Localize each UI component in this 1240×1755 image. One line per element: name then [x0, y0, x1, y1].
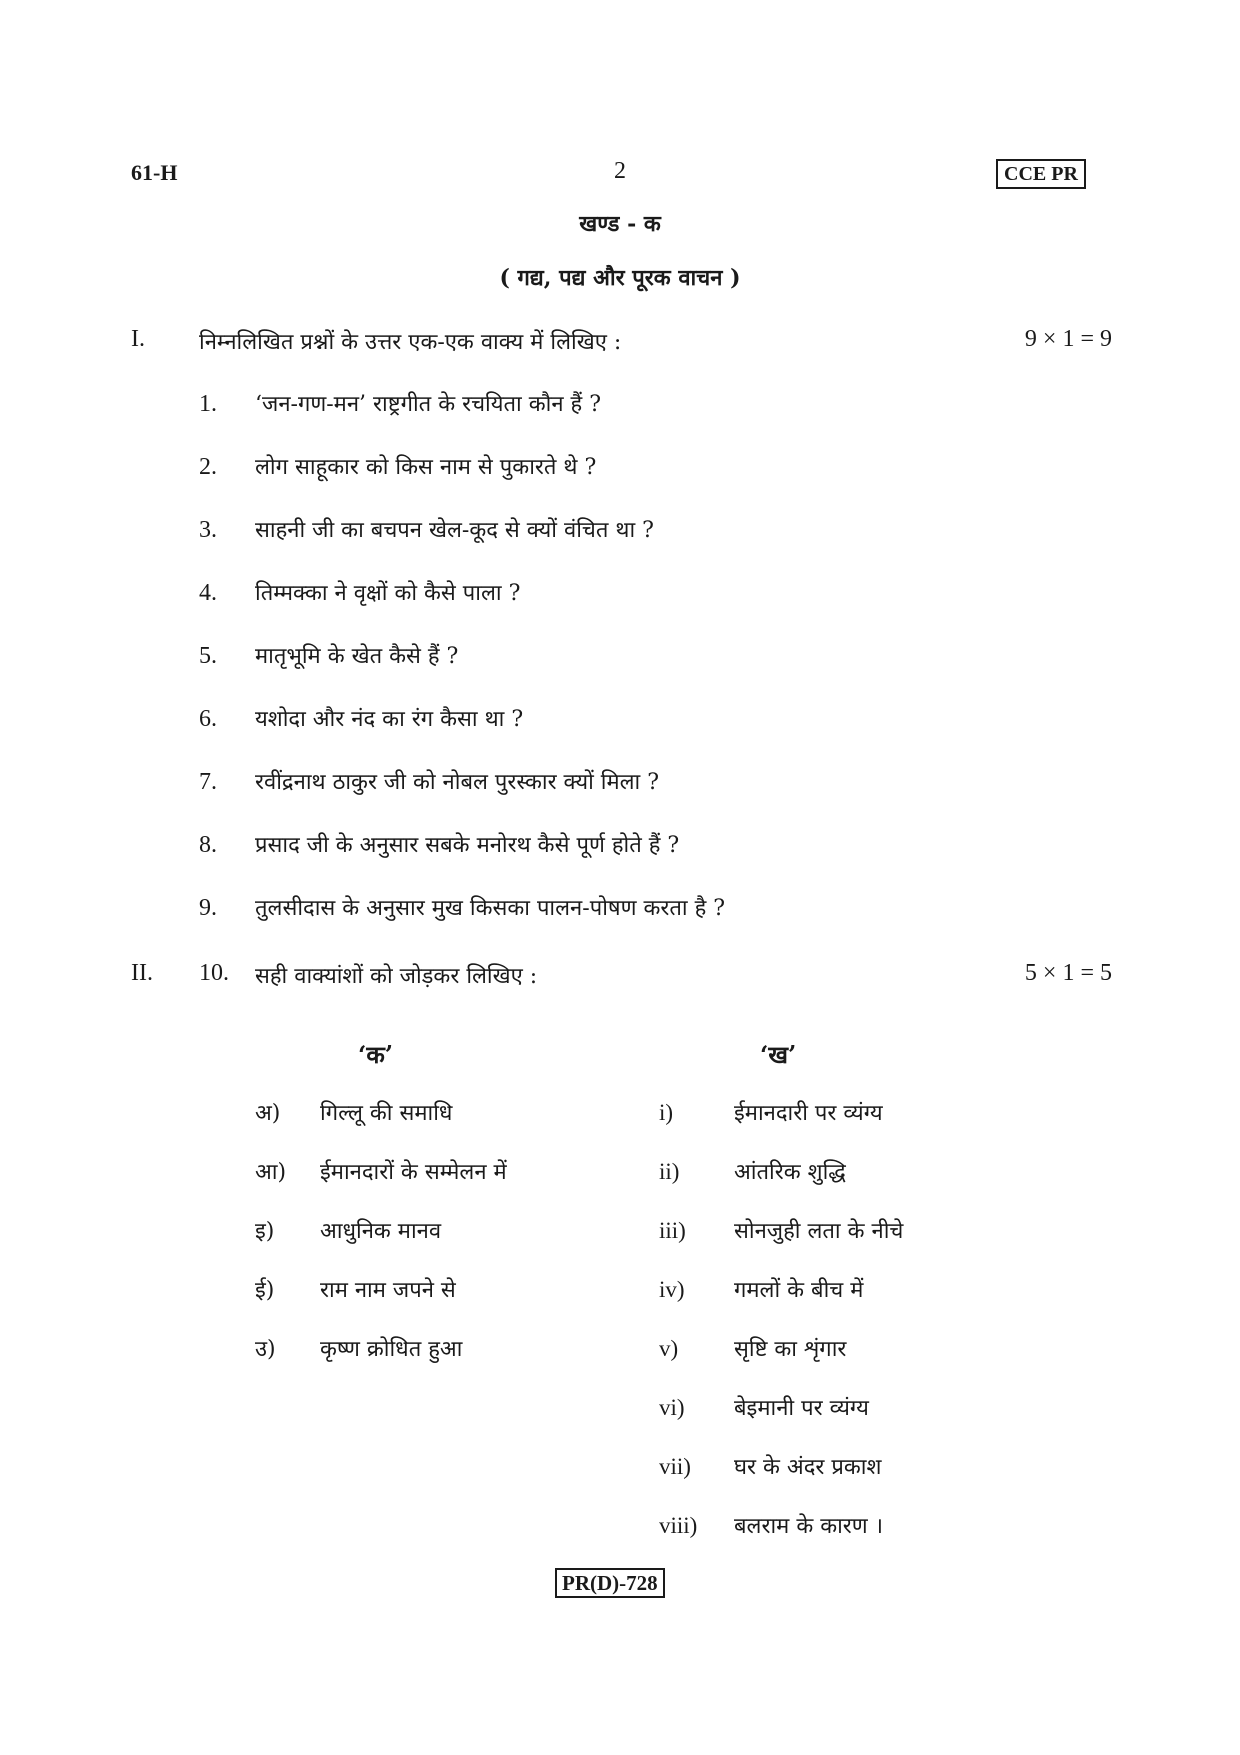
match-right-item	[659, 1451, 881, 1481]
question-number: 6.	[199, 706, 217, 732]
question-text: मातृभूमि के खेत कैसे हैं ?	[255, 644, 459, 669]
match-label: i)	[659, 1100, 674, 1125]
question-number: 1.	[199, 391, 217, 417]
question-number: 9.	[199, 895, 217, 921]
question-text: तिम्मक्का ने वृक्षों को कैसे पाला ?	[255, 581, 521, 606]
match-left-item	[255, 1215, 441, 1245]
match-label: उ)	[255, 1337, 276, 1362]
match-label: viii)	[659, 1513, 698, 1538]
column-head-kha: ‘ख’	[760, 1040, 797, 1069]
match-text: गमलों के बीच में	[734, 1278, 864, 1303]
question-number: 7.	[199, 769, 217, 795]
match-right-item	[659, 1333, 846, 1363]
question-number: 8.	[199, 832, 217, 858]
match-right-item	[659, 1156, 846, 1186]
page-number: 2	[614, 158, 626, 184]
match-text: आंतरिक शुद्धि	[734, 1160, 846, 1185]
exam-tag: CCE PR	[996, 159, 1086, 189]
question-item	[199, 766, 659, 796]
column-head-ka: ‘क’	[358, 1040, 394, 1069]
match-label: इ)	[255, 1219, 275, 1244]
question-item	[199, 388, 601, 418]
match-text: राम नाम जपने से	[320, 1278, 456, 1303]
question-instruction-1: निम्नलिखित प्रश्नों के उत्तर एक-एक वाक्य में लिखिए :	[199, 330, 622, 355]
paper-code: 61-H	[131, 160, 178, 185]
question-text: साहनी जी का बचपन खेल-कूद से क्यों वंचित था ?	[255, 518, 654, 543]
match-label: अ)	[255, 1101, 281, 1126]
match-text: बलराम के कारण ।	[734, 1514, 884, 1539]
match-text: बेइमानी पर व्यंग्य	[734, 1396, 869, 1421]
match-right-item	[659, 1215, 903, 1245]
question-number: 5.	[199, 643, 217, 669]
footer-paper-code: PR(D)-728	[555, 1568, 665, 1598]
match-text: घर के अंदर प्रकाश	[734, 1455, 882, 1480]
match-text: आधुनिक मानव	[320, 1219, 442, 1244]
match-right-item	[659, 1274, 863, 1304]
question-number-10: 10.	[199, 960, 229, 986]
match-right-item	[659, 1392, 869, 1422]
match-text: सृष्टि का शृंगार	[734, 1337, 847, 1362]
question-item	[199, 892, 725, 922]
match-left-item	[255, 1274, 456, 1304]
match-label: iv)	[659, 1277, 685, 1302]
question-number: 3.	[199, 517, 217, 543]
match-text: ईमानदारी पर व्यंग्य	[734, 1101, 883, 1126]
match-right-item	[659, 1097, 883, 1127]
match-label: आ)	[255, 1160, 287, 1185]
match-text: ईमानदारों के सम्मेलन में	[320, 1160, 507, 1185]
question-number: 2.	[199, 454, 217, 480]
question-text: तुलसीदास के अनुसार मुख किसका पालन-पोषण करता है ?	[255, 896, 726, 921]
question-item	[199, 829, 679, 859]
question-item	[199, 640, 458, 670]
match-left-item	[255, 1097, 452, 1127]
match-label: vi)	[659, 1395, 685, 1420]
question-item	[199, 703, 523, 733]
question-text: रवींद्रनाथ ठाकुर जी को नोबल पुरस्कार क्यों मिला ?	[255, 770, 660, 795]
match-left-item	[255, 1333, 462, 1363]
question-item	[199, 514, 654, 544]
question-text: प्रसाद जी के अनुसार सबके मनोरथ कैसे पूर्ण होते हैं ?	[255, 833, 680, 858]
match-text: सोनजुही लता के नीचे	[734, 1219, 904, 1244]
match-label: iii)	[659, 1218, 686, 1243]
question-item	[199, 451, 596, 481]
question-text: ‘जन-गण-मन’ राष्ट्रगीत के रचयिता कौन हैं ?	[255, 392, 602, 417]
question-number: 4.	[199, 580, 217, 606]
match-right-item	[659, 1510, 883, 1540]
match-label: ii)	[659, 1159, 680, 1184]
question-roman-2: II.	[131, 960, 153, 986]
marks-2: 5 × 1 = 5	[1024, 960, 1112, 986]
question-roman-1: I.	[131, 326, 145, 352]
match-text: गिल्लू की समाधि	[320, 1101, 453, 1126]
match-label: ई)	[255, 1278, 275, 1303]
question-item	[199, 577, 520, 607]
question-instruction-2: सही वाक्यांशों को जोड़कर लिखिए :	[255, 964, 538, 989]
question-text: लोग साहूकार को किस नाम से पुकारते थे ?	[255, 455, 597, 480]
marks-1: 9 × 1 = 9	[1024, 326, 1112, 352]
section-title: खण्ड - क	[579, 211, 661, 237]
match-label: vii)	[659, 1454, 691, 1479]
question-text: यशोदा और नंद का रंग कैसा था ?	[255, 707, 524, 732]
match-label: v)	[659, 1336, 679, 1361]
section-subtitle: ( गद्य, पद्य और पूरक वाचन )	[499, 265, 741, 291]
match-text: कृष्ण क्रोधित हुआ	[320, 1337, 463, 1362]
match-left-item	[255, 1156, 507, 1186]
